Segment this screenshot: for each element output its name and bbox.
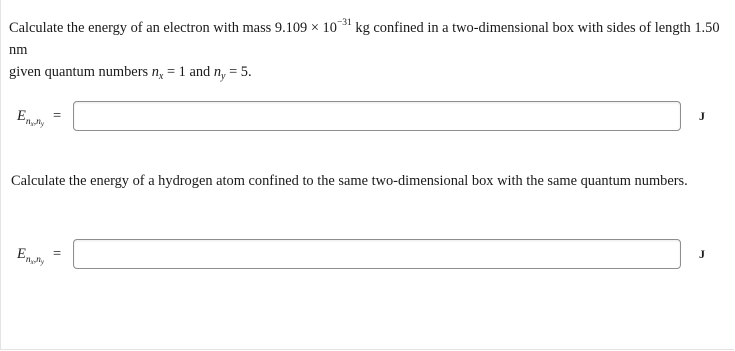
energy-sub-x: x <box>30 258 34 266</box>
answer-1-unit: J <box>699 109 705 123</box>
equals-sign: = <box>52 246 62 262</box>
nx-variable: n <box>151 64 159 80</box>
ny-variable: n <box>213 64 222 80</box>
nx-subscript: x <box>158 71 164 82</box>
answer-2-label <box>17 246 61 266</box>
energy-sub-n2: ,n <box>33 255 41 265</box>
equals-sign: = <box>52 108 62 124</box>
energy-sub-y: y <box>40 258 44 266</box>
energy-sub-x: x <box>30 120 34 128</box>
energy-sub-n: n <box>25 255 31 265</box>
energy-sub-n2: ,n <box>33 117 41 127</box>
nx-value: = 1 and <box>163 64 214 80</box>
q1-text-part-c: given quantum numbers <box>9 64 152 80</box>
question-1-text <box>9 12 724 88</box>
answer-1-label <box>17 108 61 128</box>
energy-symbol: E <box>17 246 26 262</box>
energy-sub-y: y <box>40 120 44 128</box>
q1-exponent: −31 <box>336 18 352 28</box>
energy-sub-n: n <box>25 117 31 127</box>
energy-symbol: E <box>17 108 26 124</box>
answer-2-input[interactable] <box>73 239 681 269</box>
ny-value: = 5. <box>225 64 252 80</box>
ny-subscript: y <box>221 71 226 82</box>
answer-2-row <box>1 239 734 271</box>
q1-text-part-b: kg confined in a two-dimensional box with sides of length 1.50 nm <box>9 20 720 58</box>
answer-2-unit: J <box>699 247 705 261</box>
question-2-text: Calculate the energy of a hydrogen atom confined to the same two-dimensional box with the same quantum numbers. <box>11 173 688 189</box>
answer-1-row <box>1 101 734 133</box>
answer-1-input[interactable] <box>73 101 681 131</box>
q1-text-part-a: Calculate the energy of an electron with mass 9.109 × 10 <box>9 20 337 36</box>
